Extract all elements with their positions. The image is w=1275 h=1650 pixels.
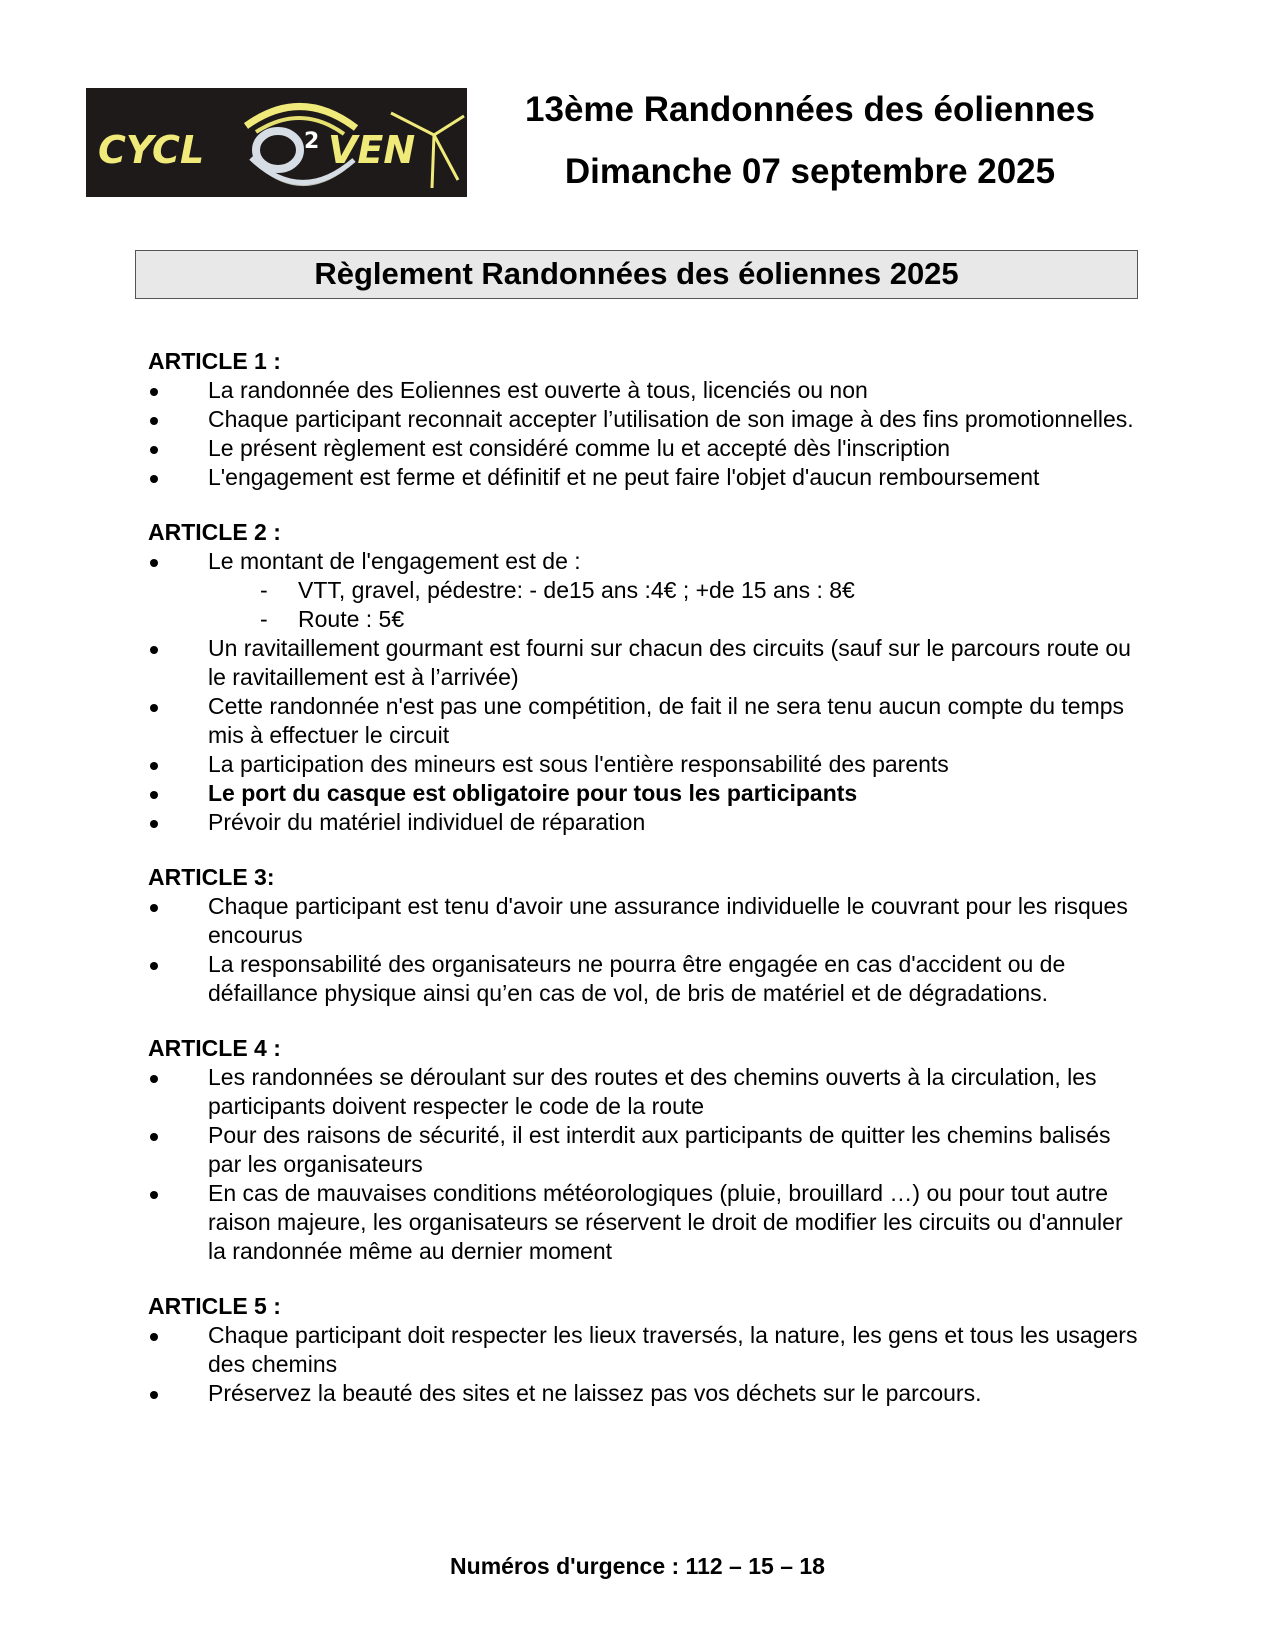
article-5 — [148, 1291, 1138, 1408]
article-3 — [148, 862, 1138, 1008]
article-2 — [148, 517, 1138, 837]
event-title: 13ème Randonnées des éoliennes — [525, 90, 1095, 129]
list-item: Prévoir du matériel individuel de réparation — [208, 809, 646, 835]
logo-text-ven: VEN — [328, 128, 416, 172]
list-item: Chaque participant reconnait accepter l’utilisation de son image à des fins promotionnelles. — [208, 406, 1134, 432]
emergency-numbers: Numéros d'urgence : 112 – 15 – 18 — [450, 1553, 825, 1579]
list-item: Chaque participant est tenu d'avoir une assurance individuelle le couvrant pour les risques encourus — [208, 893, 1128, 948]
article-title: ARTICLE 2 : — [148, 519, 281, 545]
list-item: En cas de mauvaises conditions météorologiques (pluie, brouillard …) ou pour tout autre raison majeure, les organisateurs se réservent le droit de modifier les circuits ou d'annuler la randonnée même au dernier moment — [208, 1180, 1123, 1264]
logo-text-cycl: CYCL — [98, 128, 205, 172]
article-title: ARTICLE 5 : — [148, 1293, 281, 1319]
list-item: Un ravitaillement gourmant est fourni sur chacun des circuits (sauf sur le parcours route ou le ravitaillement est à l’arrivée) — [208, 635, 1131, 690]
list-item: La participation des mineurs est sous l'entière responsabilité des parents — [208, 751, 949, 777]
article-1 — [148, 346, 1138, 492]
list-item: Chaque participant doit respecter les lieux traversés, la nature, les gens et tous les usagers des chemins — [208, 1322, 1138, 1377]
logo-graphic — [86, 88, 467, 197]
dash-icon: - — [260, 606, 268, 632]
helmet-rule-item: Le port du casque est obligatoire pour tous les participants — [208, 780, 858, 806]
price-subitem: - VTT, gravel, pédestre: - de15 ans :4€ ; +de 15 ans : 8€ — [260, 577, 855, 603]
article-title: ARTICLE 1 : — [148, 348, 281, 374]
dash-icon: - — [260, 577, 268, 603]
list-item: Pour des raisons de sécurité, il est interdit aux participants de quitter les chemins balisés par les organisateurs — [208, 1122, 1111, 1177]
article-title: ARTICLE 3: — [148, 864, 275, 890]
list-item: Cette randonnée n'est pas une compétition, de fait il ne sera tenu aucun compte du temps mis à effectuer le circuit — [208, 693, 1125, 748]
list-item: Le présent règlement est considéré comme lu et accepté dès l'inscription — [208, 435, 951, 461]
list-item: Préservez la beauté des sites et ne laissez pas vos déchets sur le parcours. — [208, 1380, 982, 1406]
rules-content — [148, 346, 1138, 1433]
list-item: L'engagement est ferme et définitif et ne peut faire l'objet d'aucun remboursement — [208, 464, 1040, 490]
list-item: Les randonnées se déroulant sur des routes et des chemins ouverts à la circulation, les participants doivent respecter le code de la route — [208, 1064, 1097, 1119]
list-item: Le montant de l'engagement est de : — [208, 548, 581, 574]
price-subitem: - Route : 5€ — [260, 606, 405, 632]
article-4 — [148, 1033, 1138, 1266]
cyclo2vent-logo — [86, 88, 467, 197]
logo-text-2: 2 — [304, 129, 320, 154]
list-item: La responsabilité des organisateurs ne pourra être engagée en cas d'accident ou de défaillance physique ainsi qu’en cas de vol, de bris de matériel et de dégradations. — [208, 951, 1066, 1006]
event-date: Dimanche 07 septembre 2025 — [564, 152, 1056, 191]
rules-banner: Règlement Randonnées des éoliennes 2025 — [135, 250, 1138, 299]
list-item: La randonnée des Eoliennes est ouverte à tous, licenciés ou non — [208, 377, 868, 403]
article-title: ARTICLE 4 : — [148, 1035, 281, 1061]
